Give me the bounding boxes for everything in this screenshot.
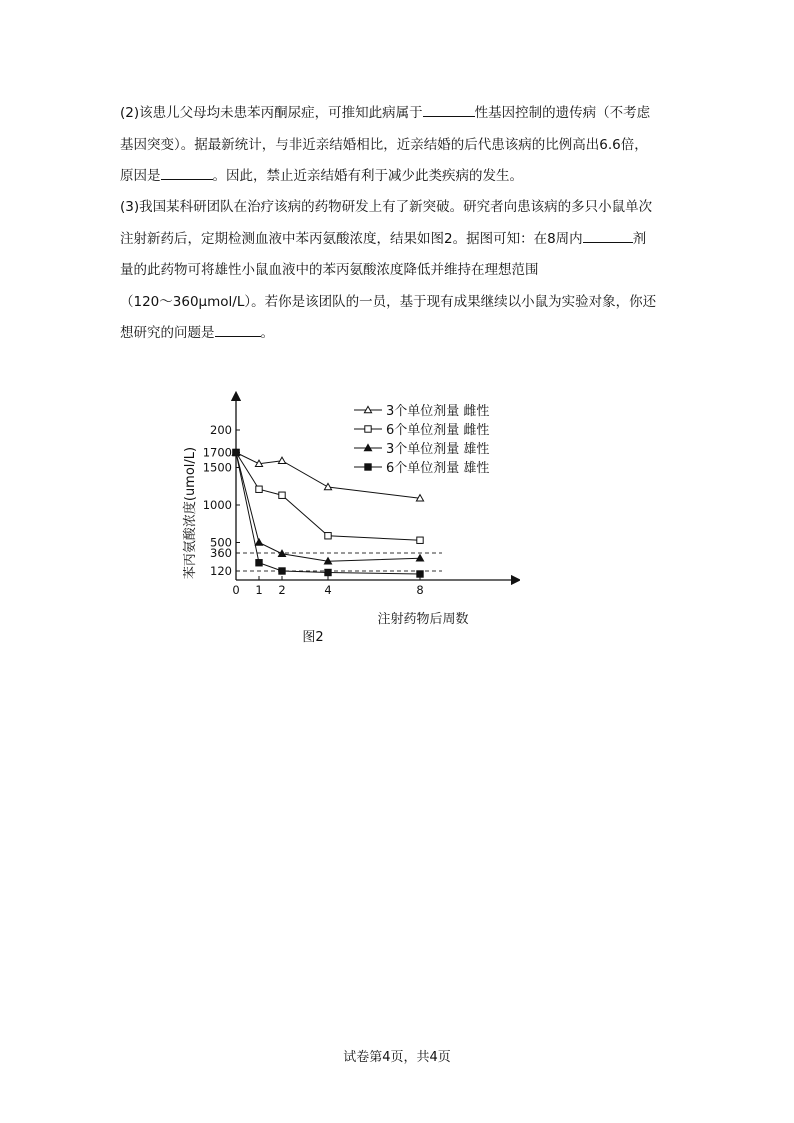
data-point [325, 533, 331, 539]
question-part-2 [120, 98, 680, 193]
question-line: 基因突变）。据最新统计，与非近亲结婚相比，近亲结婚的后代患该病的比例高出6.6倍， [120, 136, 648, 153]
legend-label: 3个单位剂量 雌性 [386, 404, 490, 419]
x-tick-label: 2 [278, 583, 286, 597]
question-text: 注射新药后，定期检测血液中苯丙氨酸浓度，结果如图2。据图可知：在8周内 [120, 230, 583, 247]
x-tick-label: 1 [255, 583, 263, 597]
data-point [417, 571, 423, 577]
question-part-3 [120, 192, 680, 350]
question-text: 性基因控制的遗传病（不考虑 [474, 105, 651, 121]
answer-blank[interactable] [215, 322, 261, 337]
phenylalanine-chart [180, 390, 520, 660]
question-text: 。因此，禁止近亲结婚有利于减少此类疾病的发生。 [212, 168, 523, 184]
data-point [325, 569, 331, 575]
data-point [255, 539, 262, 545]
answer-blank[interactable] [423, 102, 475, 117]
legend-label: 3个单位剂量 雄性 [386, 442, 490, 457]
question-text: 想研究的问题是 [120, 325, 215, 341]
question-line [120, 161, 680, 193]
y-tick-label: 360 [210, 546, 232, 560]
legend-label: 6个单位剂量 雌性 [386, 423, 490, 438]
data-point [256, 560, 262, 566]
x-tick-label: 8 [416, 583, 424, 597]
question-line [120, 318, 680, 350]
x-axis-ticks [232, 576, 423, 597]
data-point [417, 537, 423, 543]
question-line: （120～360μmol/L）。若你是该团队的一员，基于现有成果继续以小鼠为实验对象，你还 [120, 293, 657, 310]
question-text: 。 [260, 325, 274, 341]
figure-caption: 图2 [302, 630, 324, 645]
question-text: (2)该患儿父母均未患苯丙酮尿症，可推知此病属于 [120, 105, 423, 121]
y-tick-label: 200 [210, 423, 232, 437]
data-point [365, 426, 371, 432]
x-tick-label: 4 [324, 583, 332, 597]
question-line [120, 98, 680, 130]
page-footer: 试卷第4页，共4页 [343, 1050, 451, 1065]
question-text: 剂 [632, 230, 647, 247]
data-point [279, 568, 285, 574]
y-tick-label: 120 [210, 564, 232, 578]
reference-lines [236, 553, 442, 571]
answer-blank[interactable] [583, 228, 633, 243]
legend-item [354, 422, 489, 438]
y-axis-ticks [203, 423, 240, 578]
question-line [120, 224, 680, 256]
y-tick-label: 1000 [202, 498, 232, 512]
answer-blank[interactable] [161, 165, 213, 180]
data-point [365, 464, 371, 470]
data-point [233, 449, 239, 455]
question-text: 原因是 [120, 168, 161, 184]
legend-item [354, 403, 489, 419]
data-point [256, 486, 262, 492]
x-axis-label: 注射药物后周数 [377, 612, 469, 627]
y-tick-label: 1500 [202, 460, 232, 475]
legend-item [354, 460, 489, 476]
data-point [279, 492, 285, 498]
chart-legend [354, 403, 489, 476]
question-line: 量的此药物可将雄性小鼠血液中的苯丙氨酸浓度降低并维持在理想范围 [120, 262, 539, 278]
legend-label: 6个单位剂量 雄性 [386, 461, 490, 476]
y-tick-label: 1700 [202, 445, 232, 460]
data-point [324, 483, 331, 489]
y-axis-label: 苯丙氨酸浓度(umol/L) [183, 446, 198, 580]
x-tick-label: 0 [232, 583, 240, 597]
y-tick-label: 500 [210, 535, 232, 550]
legend-item [354, 441, 489, 457]
question-line: (3)我国某科研团队在治疗该病的药物研发上有了新突破。研究者向患该病的多只小鼠单次 [120, 199, 653, 215]
data-point [278, 457, 285, 463]
